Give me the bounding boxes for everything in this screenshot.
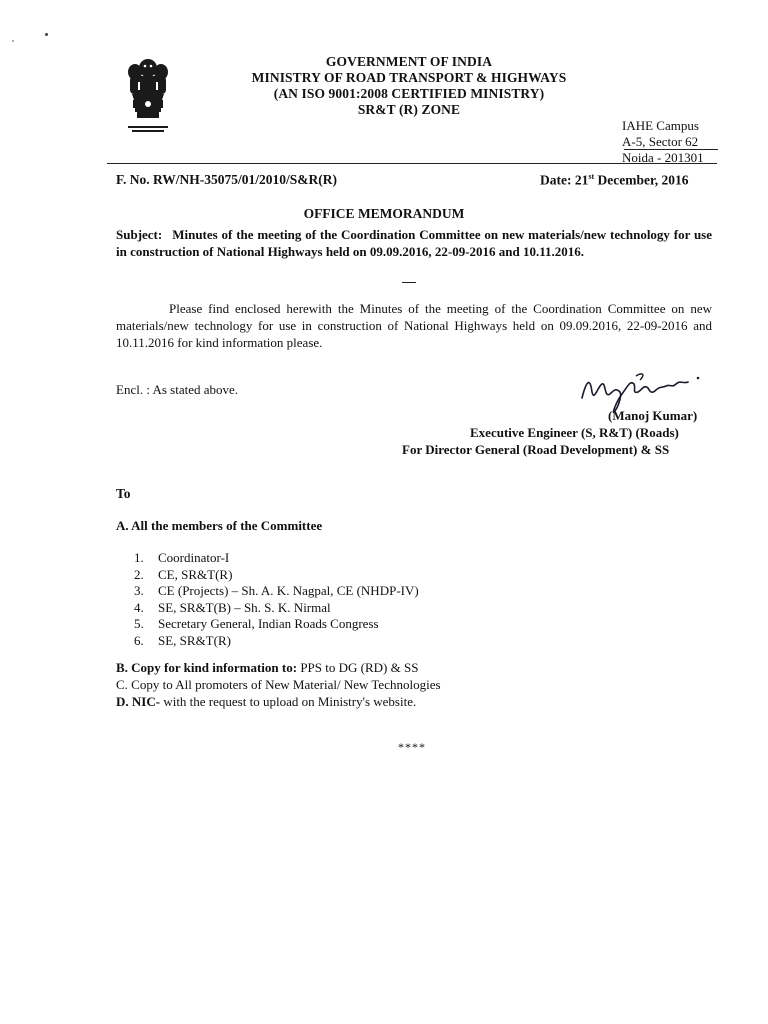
memo-title: OFFICE MEMORANDUM [303, 206, 465, 221]
memo-subject [116, 226, 712, 260]
end-marker: **** [398, 740, 426, 754]
header-ministry: MINISTRY OF ROAD TRANSPORT & HIGHWAYS [251, 70, 567, 85]
list-item: 2. CE, SR&T(R) [134, 566, 233, 582]
committee-member-list [134, 550, 419, 649]
header-rule [107, 163, 717, 164]
signatory-on-behalf: For Director General (Road Development) & SS [402, 442, 670, 457]
address-sector: A-5, Sector 62 [622, 134, 699, 149]
list-item: 1. Coordinator-I [134, 550, 230, 565]
header-iso: (AN ISO 9001:2008 CERTIFIED MINISTRY) [273, 86, 545, 101]
copy-c: C. Copy to All promoters of New Material/ New Technologies [116, 677, 441, 692]
signatory-title: Executive Engineer (S, R&T) (Roads) [470, 425, 679, 440]
header-government: GOVERNMENT OF INDIA [325, 54, 493, 69]
enclosure-note: Encl. : As stated above. [116, 382, 239, 397]
list-item: 4. SE, SR&T(B) – Sh. S. K. Nirmal [134, 599, 331, 615]
body-paragraph: Please find enclosed herewith the Minutes of the meeting of the Coordination Committee on new materials/new technology for use in construction of National Highways held on 09.09.2016, 22-09-2016 and 10.11.2016 for kind information please. [116, 301, 712, 350]
separator-dash [402, 282, 416, 283]
subject-label: Subject: [116, 227, 163, 242]
header-zone: SR&T (R) ZONE [357, 102, 461, 117]
state-emblem-icon [118, 54, 178, 136]
file-number: F. No. RW/NH-35075/01/2010/S&R(R) [116, 172, 338, 187]
subject-text: Minutes of the meeting of the Coordination Committee on new materials/new technology for use in construction of National Highways held on 09.09.2016, 22-09-2016 and 10.11.2016. [116, 227, 712, 259]
list-item: 6. SE, SR&T(R) [134, 632, 231, 648]
memo-date: Date: 21st December, 2016 [540, 172, 689, 188]
scan-speck [45, 33, 48, 36]
to-label: To [116, 486, 131, 501]
section-a-title: A. All the members of the Committee [116, 518, 323, 533]
copy-b: B. Copy for kind information to: PPS to DG (RD) & SS [116, 660, 419, 675]
signatory-name: (Manoj Kumar) [608, 408, 698, 423]
list-item: 3. CE (Projects) – Sh. A. K. Nagpal, CE (NHDP-IV) [134, 583, 419, 598]
address-rule [624, 149, 718, 150]
address-campus: IAHE Campus [622, 118, 699, 133]
list-item: 5. Secretary General, Indian Roads Congress [134, 616, 379, 631]
copy-d: D. NIC- with the request to upload on Ministry's website. [116, 694, 417, 709]
scan-speck [12, 40, 14, 42]
address-city: Noida - 201301 [622, 150, 704, 165]
